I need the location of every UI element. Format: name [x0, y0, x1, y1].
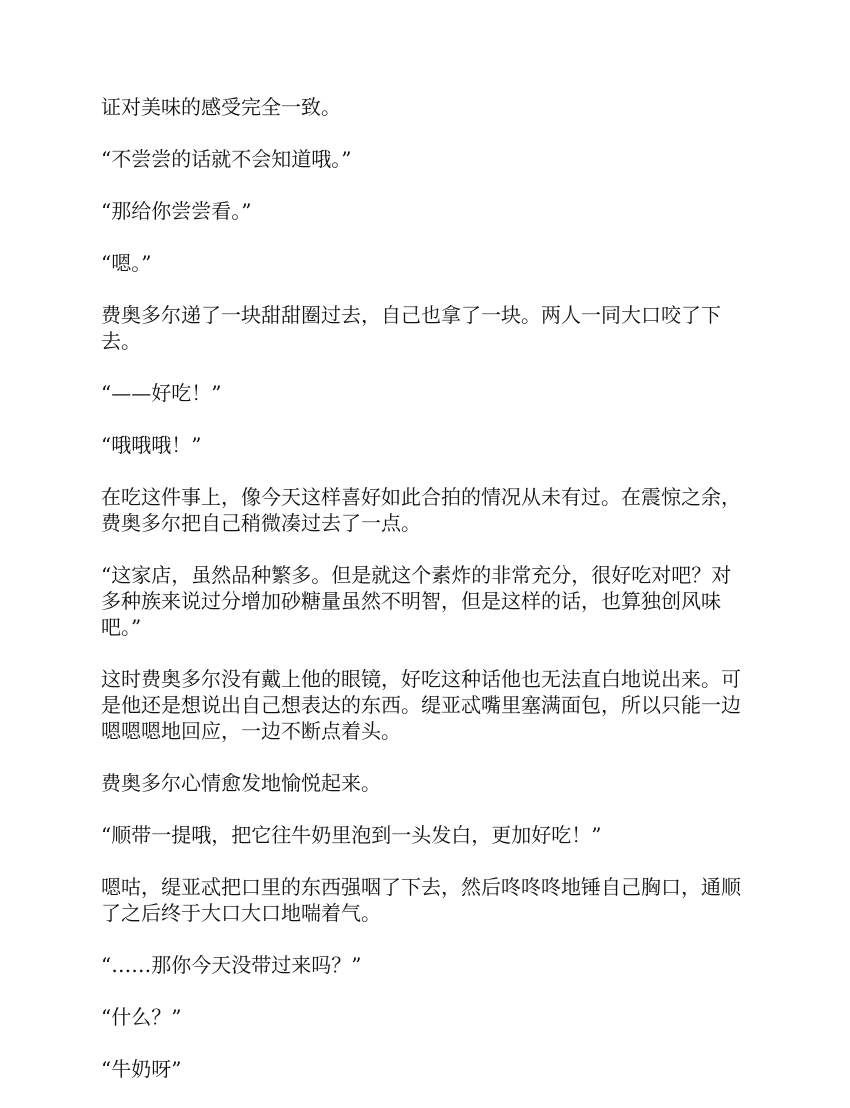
paragraph: “哦哦哦！” [101, 433, 202, 457]
paragraph: “什么？” [101, 1005, 182, 1029]
paragraph: “牛奶呀” [101, 1057, 182, 1081]
document-body [101, 94, 751, 1108]
paragraph: “顺带一提哦，把它往牛奶里泡到一头发白，更加好吃！” [101, 823, 602, 847]
paragraph: “这家店，虽然品种繁多。但是就这个素炸的非常充分，很好吃对吧？对多种族来说过分增加砂糖量虽然不明智，但是这样的话，也算独创风味吧。” [101, 563, 732, 639]
paragraph: “那给你尝尝看。” [101, 199, 252, 223]
paragraph: “……那你今天没带过来吗？” [101, 953, 362, 977]
paragraph: 费奥多尔递了一块甜甜圈过去，自己也拿了一块。两人一同大口咬了下去。 [101, 303, 721, 353]
paragraph: 证对美味的感受完全一致。 [101, 95, 341, 119]
paragraph: 嗯咕，缇亚忒把口里的东西强咽了下去，然后咚咚咚地锤自己胸口，通顺了之后终于大口大口地喘着气。 [101, 875, 741, 925]
paragraph: 在吃这件事上，像今天这样喜好如此合拍的情况从未有过。在震惊之余，费奥多尔把自己稍微凑过去了一点。 [101, 485, 741, 535]
paragraph: 费奥多尔心情愈发地愉悦起来。 [101, 771, 381, 795]
paragraph: “不尝尝的话就不会知道哦。” [101, 147, 352, 171]
paragraph: “——好吃！” [101, 381, 222, 405]
paragraph: “嗯。” [101, 251, 152, 275]
paragraph: 这时费奥多尔没有戴上他的眼镜，好吃这种话他也无法直白地说出来。可是他还是想说出自己想表达的东西。缇亚忒嘴里塞满面包，所以只能一边嗯嗯嗯地回应，一边不断点着头。 [101, 667, 741, 743]
